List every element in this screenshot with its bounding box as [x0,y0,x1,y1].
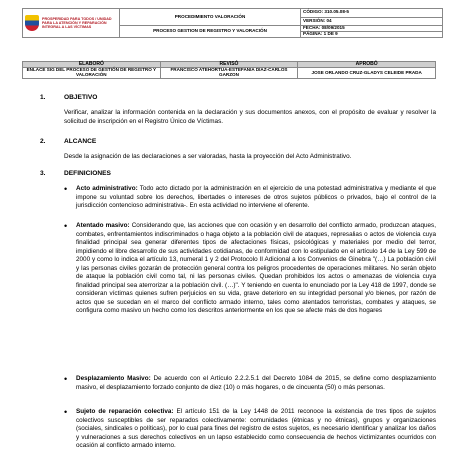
approval-table [22,61,436,79]
bullet-icon: • [64,221,68,231]
institution-logo [25,13,117,33]
objetivo-text: Verificar, analizar la información contenida en la declaración y sus documentos anexos, con el propósito de evaluar y resolver la solicitud de inscripción en el Registro Único de Víctimas. [64,109,436,125]
definition-text: Considerando que, las acciones que con ocasión y en desarrollo del conflicto armado, produzcan ataques, combates, enfrentamientos indiscriminados o haga objeto a la población civil de ataques, represalias o actos de violencia cuya finalidad principal sea generar diferentes tipos de afectaciones físicas, psicológicas y materiales por medio del terror, impidiendo el libre desarrollo de sus actividades cotidianas, de conformidad con lo estipulado en el artículo 14 de la Ley 599 de 2000 y como lo indica el artículo 13, numeral 1 y 2 del Protocolo II Adicional a los Convenios de Ginebra "(…) La población civil y las personas civiles gozarán de protección general contra los peligros procedentes de operaciones militares. No serán objeto de ataque la población civil como tal, ni las personas civiles. Quedan prohibidos los actos o amenazas de violencia cuya finalidad principal sea aterrorizar a la población civil. (…)". Y teniendo en cuenta lo enunciado por la Ley 418 de 1997, donde se consideran víctimas quienes sufren perjuicios en su vida, grave deterioro en su integridad personal y/o bienes, por razón de actos que se sucedan en el marco del conflicto armado interno, tales como atentados terroristas, combates y ataques, se configura como masivo un hecho como los descritos anteriormente en los que se afecte más de dos hogares [76,222,436,314]
logo-text: PROSPERIDAD PARA TODOS / UNIDAD PARA LA ATENCIÓN Y REPARACIÓN INTEGRAL A LAS VÍCTIMAS [42,16,112,29]
definition-term: Desplazamiento Masivo: [76,375,151,382]
section-title: OBJETIVO [64,94,98,101]
definition-acto-administrativo [76,185,436,211]
definition-sujeto-reparacion [76,408,436,451]
alcance-text: Desde la asignación de las declaraciones a ser valoradas, hasta la proyección del Acto Administrativo. [64,153,352,160]
bullet-icon: • [64,407,68,417]
bullet-icon: • [64,374,68,384]
document-date: FECHA: 08/09/2015 [301,26,443,32]
definition-desplazamiento-masivo [76,375,436,392]
definition-text: El artículo 151 de la Ley 1448 de 2011 reconoce la existencia de tres tipos de sujetos colectivos susceptibles de ser reparados colectivamente: comunidades (étnicas y no étnicas), grupos y organizaciones (sociales, sindicales o políticas), por lo cual para fines del registro de estos sujetos, es necesario identificar y analizar los daños y vulneraciones a sus derechos colectivos en un lapso establecido como consecuencia de hechos victimizantes ocurridos con ocasión al conflicto armado interno. [76,408,437,449]
definition-text: Todo acto dictado por la administración en el ejercicio de una potestad administrativa y mediante el que impone su voluntad sobre los derechos, libertades o intereses de otros sujetos públicos o privados, bajo el control de la jurisdicción contencioso administrativa-. En esta actividad no interviene el oferente. [76,185,436,209]
section-number: 2. [40,138,46,145]
page-number: PÁGINA: 1 DE 9 [301,31,443,37]
aprobo-header: APROBÓ [298,62,436,68]
document-header [22,8,443,38]
reviso-value: FRANCISCO ATEHORTUA-ESTEFANIA DIAZ-CARLOS GARZON [160,68,298,79]
section-number: 1. [40,94,46,101]
process-subtitle: PROCESO GESTION DE REGISTRO Y VALORACIÓN [120,26,301,38]
elaboro-value: ENLACE SIG DEL PROCESO DE GESTIÓN DE REGISTRO Y VALORACIÓN [23,68,161,79]
section-objetivo-heading [40,94,97,101]
section-alcance-heading [40,138,96,145]
definition-term: Atentado masivo: [76,222,130,229]
section-title: DEFINICIONES [64,170,111,177]
section-number: 3. [40,170,46,177]
definition-atentado-masivo [76,222,436,316]
bullet-icon: • [64,184,68,194]
definition-term: Sujeto de reparación colectiva: [76,408,174,415]
reviso-header: REVISÓ [160,62,298,68]
definition-text: De acuerdo con el Artículo 2.2.2.5.1 del Decreto 1084 de 2015, se define como desplazamiento masivo, el desplazamiento forzado conjunto de diez (10) o más hogares, o de cincuenta (50) o más personas. [76,375,436,391]
document-code: CÓDIGO: 310.05.08-5 [301,9,443,18]
coat-of-arms-icon [25,15,39,31]
definition-term: Acto administrativo: [76,185,138,192]
elaboro-header: ELABORÓ [23,62,161,68]
aprobo-value: JOSE ORLANDO CRUZ-GLADYS CELEIDE PRADA [298,68,436,79]
document-version: VERSIÓN: 04 [301,17,443,26]
procedure-title: PROCEDIMIENTO VALORACIÓN [120,9,301,26]
section-definiciones-heading [40,170,111,177]
section-title: ALCANCE [64,138,97,145]
logo-cell [23,9,120,38]
